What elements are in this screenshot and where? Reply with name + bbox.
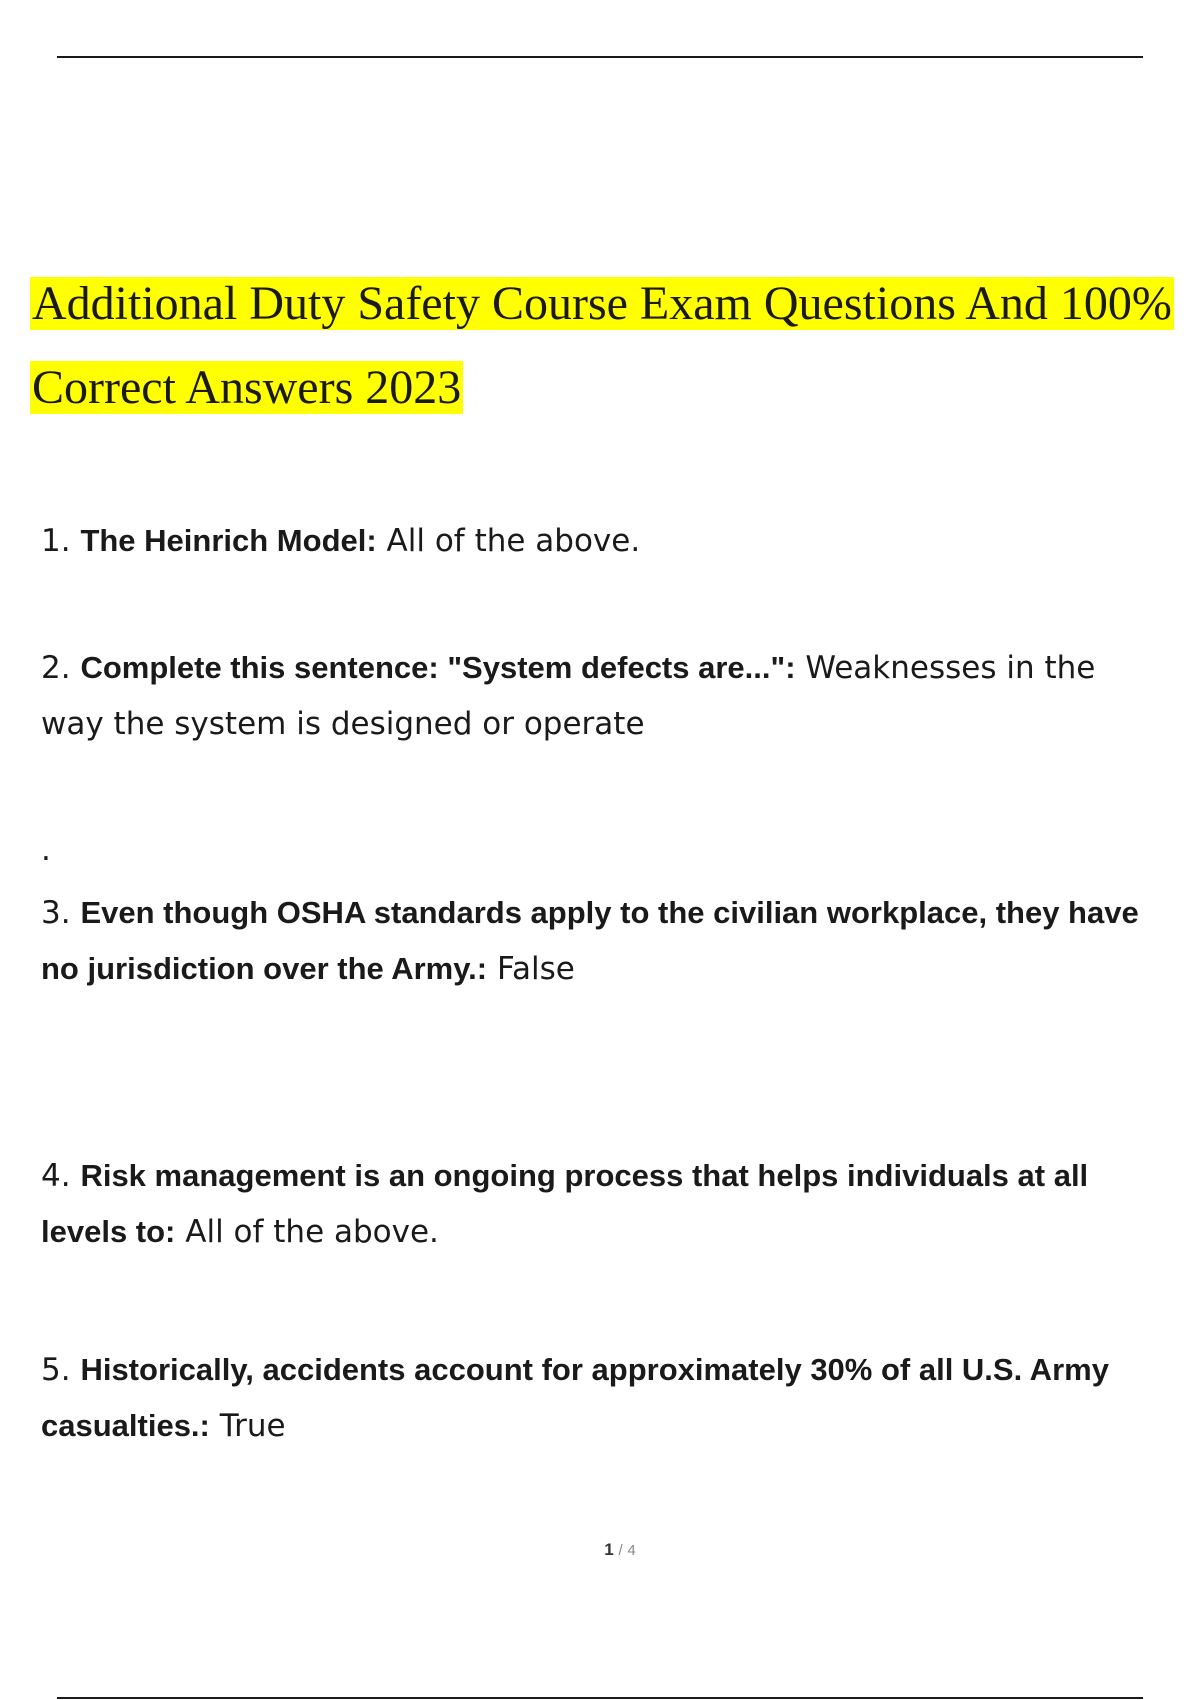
qa-item-1: [41, 513, 1141, 569]
page-number: [0, 1540, 1200, 1560]
qa-item-5: [41, 1342, 1141, 1454]
page-total: 4: [627, 1542, 636, 1559]
qa-item-2: [41, 640, 1141, 752]
qa-answer: True: [219, 1408, 286, 1444]
qa-answer: All of the above.: [386, 523, 641, 559]
separator-dot: .: [41, 832, 51, 868]
qa-question: Historically, accidents account for approximately 30% of all U.S. Army casualties.:: [41, 1352, 1109, 1443]
page-current: 1: [604, 1540, 614, 1559]
qa-question: Risk management is an ongoing process that helps individuals at all levels to:: [41, 1158, 1089, 1249]
qa-item-4: [41, 1148, 1141, 1260]
qa-answer: All of the above.: [185, 1214, 439, 1250]
qa-number: 4.: [41, 1158, 71, 1194]
qa-item-3: [41, 885, 1141, 997]
qa-number: 1.: [41, 523, 71, 559]
qa-number: 3.: [41, 895, 71, 931]
qa-question: Complete this sentence: "System defects are...":: [80, 650, 796, 685]
title-line-1: Additional Duty Safety Course Exam Questions And 100%: [32, 277, 1172, 330]
top-rule: [57, 56, 1143, 58]
page-separator: /: [618, 1542, 623, 1559]
qa-answer: Weaknesses in the way the system is designed or operate: [41, 650, 1096, 742]
qa-question: Even though OSHA standards apply to the civilian workplace, they have no jurisdiction over the Army.:: [41, 895, 1139, 986]
qa-number: 2.: [41, 650, 71, 686]
qa-number: 5.: [41, 1352, 71, 1388]
document-title: [30, 262, 1180, 430]
qa-question: The Heinrich Model:: [80, 523, 377, 558]
qa-answer: False: [496, 951, 575, 987]
title-line-2: Correct Answers 2023: [32, 361, 462, 414]
bottom-rule: [57, 1697, 1143, 1699]
